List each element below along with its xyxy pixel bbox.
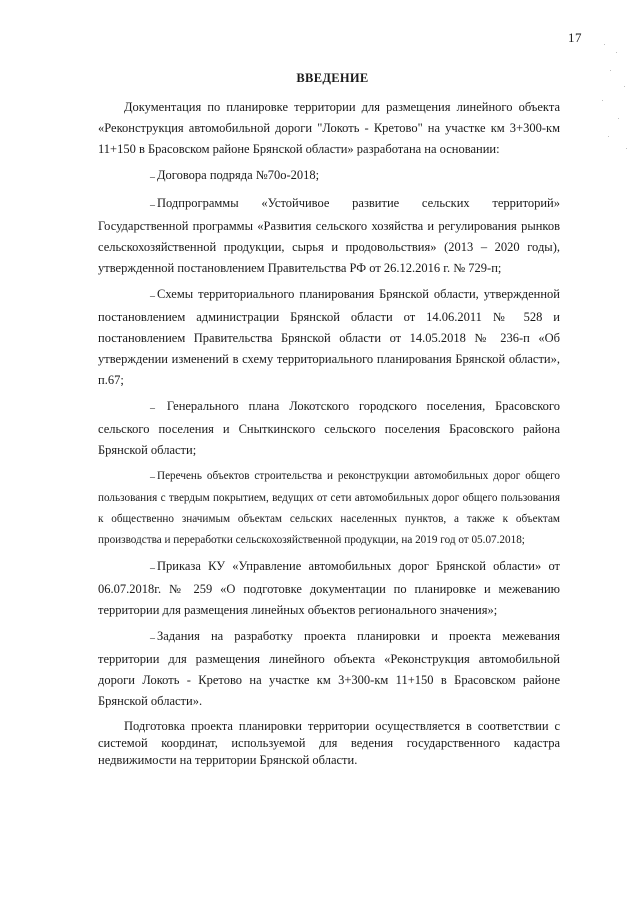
dash-bullet-icon: – <box>150 291 155 302</box>
dash-bullet-icon: – <box>150 472 155 483</box>
list-item-order <box>98 556 560 621</box>
list-item-general-plan <box>98 396 560 461</box>
list-item-territorial-scheme <box>98 284 560 391</box>
dash-bullet-icon: – <box>150 172 155 183</box>
dash-bullet-icon: – <box>150 633 155 644</box>
paragraph-text: Документация по планировке территории для размещения линейного объекта «Реконструкция автомобильной дороги "Локоть - Кретово" на участке км 3+300-км 11+150 в Брасовском районе Брянской области» разработана на основании: <box>98 100 560 156</box>
dash-bullet-icon: – <box>150 200 155 211</box>
list-item-assignment <box>98 626 560 712</box>
scan-artifacts <box>596 40 636 160</box>
paragraph-text: Схемы территориального планирования Брянской области, утвержденной постановлением администрации Брянской области от 14.06.2011 № 528 и постановлением Правительства Брянской области от 14.05.2018 № 236-п «Об утверждении изменений в схему территориального планирования Брянской области», п.67; <box>98 287 560 387</box>
list-item-contract <box>98 165 560 188</box>
body-text <box>98 97 560 776</box>
dash-bullet-icon: – <box>150 403 155 414</box>
paragraph-coordinate-system <box>98 718 560 769</box>
paragraph-text: Генерального плана Локотского городского поселения, Брасовского сельского поселения и Сныткинского сельского поселения Брасовского района Брянской области; <box>98 399 560 457</box>
paragraph-text: Приказа КУ «Управление автомобильных дорог Брянской области» от 06.07.2018г. № 259 «О подготовке документации по планировке и межеванию территории для размещения линейных объектов регионального значения»; <box>98 559 560 617</box>
dash-bullet-icon: – <box>150 563 155 574</box>
paragraph-text: Подготовка проекта планировки территории осуществляется в соответствии с системой координат, используемой для ведения государственного кадастра недвижимости на территории Брянской области. <box>98 719 560 767</box>
section-heading: ВВЕДЕНИЕ <box>296 71 369 85</box>
paragraph-text: Задания на разработку проекта планировки и проекта межевания территории для размещения линейного объекта «Реконструкция автомобильной дороги Локоть - Кретово на участке км 3+300-км 11+150 в Брасовском районе Брянской области». <box>98 629 560 708</box>
paragraph-intro <box>98 97 560 160</box>
page-number: 17 <box>568 30 582 45</box>
list-item-subprogram <box>98 193 560 279</box>
list-item-objects-list <box>98 466 560 551</box>
paragraph-text: Перечень объектов строительства и реконструкции автомобильных дорог общего пользования с твердым покрытием, ведущих от сети автомобильных дорог общего пользования к общественно значимым объектам сельских населенных пунктов, а также к объектам производства и переработки сельскохозяйственной продукции, на 2019 год от 05.07.2018; <box>98 470 560 546</box>
paragraph-text: Подпрограммы «Устойчивое развитие сельских территорий» Государственной программы «Развития сельского хозяйства и регулирования рынков сельскохозяйственной продукции, сырья и продовольствия» (2013 – 2020 годы), утвержденной постановлением Правительства РФ от 26.12.2016 г. № 729-п; <box>98 196 560 275</box>
paragraph-text: Договора подряда №70о-2018; <box>157 168 320 182</box>
